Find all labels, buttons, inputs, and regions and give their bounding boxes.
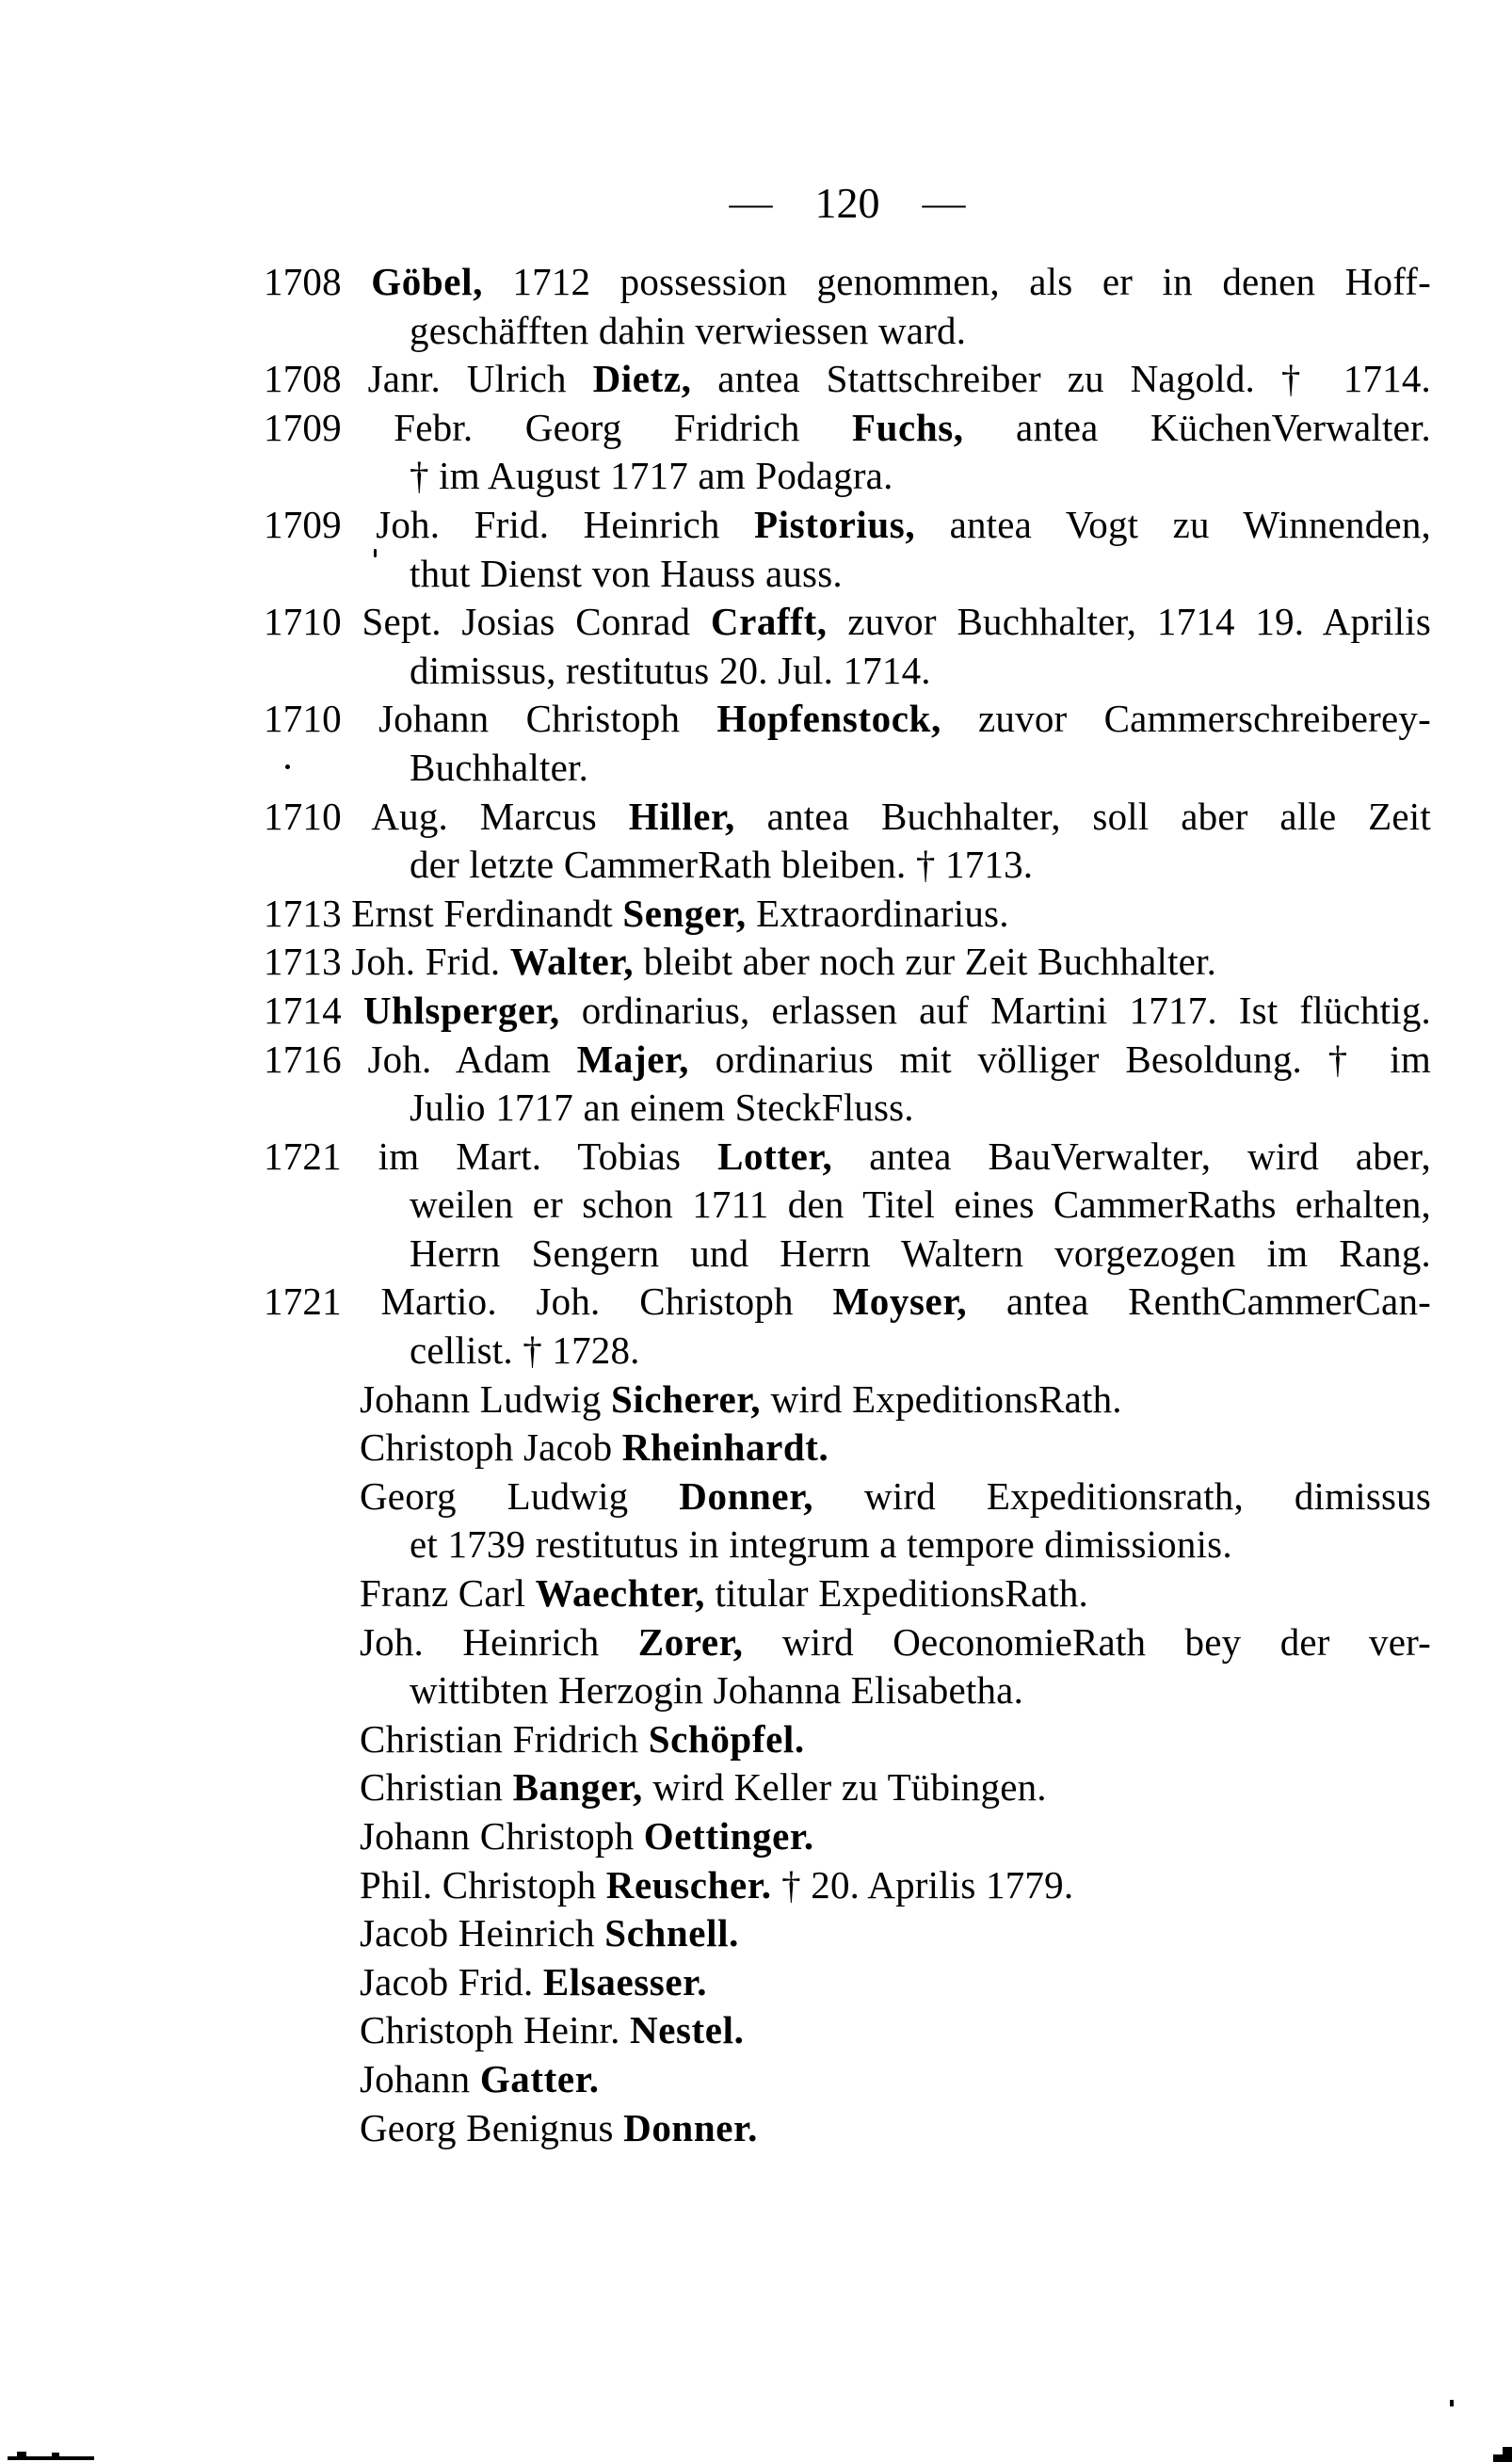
text-segment: Johann Christoph — [360, 1814, 644, 1858]
text-segment: 1708 Janr. Ulrich — [264, 357, 593, 401]
text-segment: Johann — [360, 2056, 480, 2100]
text-segment: 1709 Joh. Frid. Heinrich — [264, 502, 755, 546]
scan-artifact-corner-blemish — [1493, 2454, 1512, 2462]
text-segment: cellist. † 1728. — [410, 1328, 640, 1373]
entry-line — [264, 695, 1431, 744]
surname-emphasis: Schnell. — [604, 1911, 739, 1955]
text-segment: weilen er schon 1711 den Titel eines CammerRaths erhalten, — [410, 1183, 1431, 1227]
surname-emphasis: Walter, — [509, 940, 635, 984]
text-segment: antea RenthCammerCan- — [967, 1279, 1431, 1324]
text-segment: antea Stattschreiber zu Nagold. † 1714. — [691, 357, 1431, 401]
entry-line — [410, 307, 1431, 356]
entry-line — [264, 890, 1431, 939]
surname-emphasis: Senger, — [622, 891, 747, 935]
text-segment: wittibten Herzogin Johanna Elisabetha. — [410, 1668, 1024, 1713]
text-segment: titular ExpeditionsRath. — [705, 1571, 1088, 1616]
surname-emphasis: Crafft, — [710, 600, 828, 644]
surname-emphasis: Sicherer, — [611, 1376, 762, 1421]
surname-emphasis: Nestel. — [629, 2008, 745, 2052]
text-segment: wird Expeditionsrath, dimissus — [813, 1473, 1431, 1518]
text-segment: Extraordinarius. — [746, 891, 1009, 935]
entry-line — [264, 1278, 1431, 1327]
text-segment: ordinarius, erlassen auf Martini 1717. Ist flüchtig. — [559, 988, 1432, 1032]
entry-line — [410, 1666, 1431, 1715]
text-segment: der letzte CammerRath bleiben. † 1713. — [410, 843, 1034, 887]
entry-line — [360, 1569, 1431, 1618]
surname-emphasis: Gatter. — [479, 2056, 600, 2100]
surname-emphasis: Oettinger. — [643, 1814, 814, 1858]
page-header — [264, 179, 1431, 227]
text-segment: Christian Fridrich — [360, 1716, 649, 1761]
entry-line — [264, 1036, 1431, 1085]
entry-line — [360, 2104, 1431, 2153]
entry-line — [410, 1521, 1431, 1569]
entry-line — [360, 1861, 1431, 1910]
text-segment: 1708 — [264, 260, 372, 303]
entry-line — [264, 404, 1431, 453]
surname-emphasis: Dietz, — [592, 357, 692, 401]
entry-line — [360, 2055, 1431, 2104]
text-segment: Franz Carl — [360, 1571, 536, 1616]
scan-artifact-speck — [374, 549, 377, 557]
text-segment: geschäfften dahin verwiessen ward. — [410, 308, 967, 352]
text-segment: antea KüchenVerwalter. — [963, 405, 1431, 449]
entry-line — [360, 1376, 1431, 1424]
surname-emphasis: Schöpfel. — [648, 1716, 805, 1761]
text-segment: Julio 1717 an einem SteckFluss. — [410, 1086, 914, 1130]
surname-emphasis: Hiller, — [628, 794, 735, 838]
entry-line — [410, 1084, 1431, 1133]
entry-line — [410, 550, 1431, 599]
text-segment: Joh. Heinrich — [360, 1619, 638, 1664]
entry-line — [360, 1715, 1431, 1764]
entry-line — [410, 744, 1431, 793]
text-segment: Jacob Frid. — [360, 1959, 543, 2003]
text-segment: Christoph Heinr. — [360, 2008, 630, 2052]
header-dash-right: — — [922, 182, 966, 224]
text-segment: Herrn Sengern und Herrn Waltern vorgezogen im Rang. — [410, 1231, 1431, 1275]
register-text-block — [264, 258, 1431, 2152]
surname-emphasis: Pistorius, — [754, 502, 916, 546]
text-segment: Phil. Christoph — [360, 1862, 606, 1907]
scan-artifact-bottom-left-edge — [52, 2453, 59, 2457]
entry-line — [264, 355, 1431, 404]
entry-line — [264, 793, 1431, 842]
text-segment: wird Keller zu Tübingen. — [642, 1765, 1047, 1810]
surname-emphasis: Donner, — [679, 1473, 814, 1518]
text-segment: 1709 Febr. Georg Fridrich — [264, 405, 852, 449]
text-segment: 1710 Aug. Marcus — [264, 794, 629, 838]
text-segment: Jacob Heinrich — [360, 1911, 605, 1955]
header-dash-left: — — [729, 182, 773, 224]
text-segment: 1710 Johann Christoph — [264, 697, 717, 741]
entry-line — [410, 1327, 1431, 1376]
entry-line — [264, 598, 1431, 647]
entry-line — [360, 2006, 1431, 2055]
scan-artifact-speck — [285, 764, 290, 769]
entry-line — [360, 1763, 1431, 1812]
entry-line — [360, 1618, 1431, 1667]
entry-line — [410, 1181, 1431, 1230]
surname-emphasis: Göbel, — [371, 260, 483, 303]
entry-line — [264, 258, 1431, 307]
text-segment: antea Buchhalter, soll aber alle Zeit — [734, 794, 1431, 838]
text-segment: antea BauVerwalter, wird aber, — [832, 1134, 1431, 1178]
text-segment: 1721 im Mart. Tobias — [264, 1134, 718, 1178]
surname-emphasis: Uhlsperger, — [362, 988, 560, 1032]
surname-emphasis: Reuscher. — [605, 1862, 772, 1907]
entry-line — [410, 647, 1431, 696]
text-segment: wird OeconomieRath bey der ver- — [743, 1619, 1431, 1664]
surname-emphasis: Elsaesser. — [542, 1959, 708, 2003]
text-segment: Georg Ludwig — [360, 1473, 680, 1518]
surname-emphasis: Rheinhardt. — [621, 1425, 829, 1470]
surname-emphasis: Banger, — [512, 1765, 643, 1810]
entry-line — [264, 501, 1431, 550]
surname-emphasis: Zorer, — [637, 1619, 744, 1664]
text-segment: † 20. Aprilis 1779. — [771, 1862, 1074, 1907]
entry-line — [410, 1230, 1431, 1279]
page-number: 120 — [814, 179, 880, 227]
text-segment: 1712 possession genommen, als er in denen Hoff- — [482, 260, 1432, 303]
surname-emphasis: Waechter, — [535, 1571, 706, 1616]
entry-line — [360, 1424, 1431, 1472]
entry-line — [360, 1958, 1431, 2007]
text-segment: Buchhalter. — [410, 745, 589, 789]
text-segment: 1716 Joh. Adam — [264, 1037, 577, 1081]
text-segment: Christian — [360, 1765, 513, 1810]
text-segment: ordinarius mit völliger Besoldung. † im — [688, 1037, 1431, 1081]
text-segment: 1710 Sept. Josias Conrad — [264, 600, 711, 644]
text-segment: et 1739 restitutus in integrum a tempore dimissionis. — [410, 1522, 1232, 1567]
text-segment: 1714 — [264, 988, 363, 1032]
entry-line — [264, 1133, 1431, 1182]
entry-line — [360, 1472, 1431, 1521]
text-segment: bleibt aber noch zur Zeit Buchhalter. — [634, 940, 1217, 984]
text-segment: wird ExpeditionsRath. — [761, 1376, 1122, 1421]
text-segment: † im August 1717 am Podagra. — [410, 454, 893, 498]
text-segment: dimissus, restitutus 20. Jul. 1714. — [410, 648, 931, 692]
text-segment: antea Vogt zu Winnenden, — [915, 502, 1431, 546]
text-segment: 1721 Martio. Joh. Christoph — [264, 1279, 833, 1324]
entry-line — [360, 1812, 1431, 1861]
surname-emphasis: Hopfenstock, — [716, 697, 941, 741]
surname-emphasis: Majer, — [576, 1037, 689, 1081]
surname-emphasis: Donner. — [623, 2105, 758, 2149]
surname-emphasis: Moyser, — [832, 1279, 968, 1324]
text-segment: Christoph Jacob — [360, 1425, 622, 1470]
entry-line — [360, 1909, 1431, 1958]
entry-line — [410, 452, 1431, 501]
scan-artifact-bottom-left-edge — [17, 2452, 26, 2457]
text-segment: 1713 Ernst Ferdinandt — [264, 891, 623, 935]
text-segment: zuvor Cammerschreiberey- — [941, 697, 1431, 741]
text-segment: Georg Benignus — [360, 2105, 624, 2149]
entry-line — [410, 841, 1431, 890]
scan-artifact-speck — [1450, 2400, 1454, 2406]
text-segment: 1713 Joh. Frid. — [264, 940, 510, 984]
text-segment: thut Dienst von Hauss auss. — [410, 551, 843, 595]
entry-line — [264, 987, 1431, 1036]
surname-emphasis: Lotter, — [717, 1134, 833, 1178]
entry-line — [264, 938, 1431, 987]
text-segment: zuvor Buchhalter, 1714 19. Aprilis — [827, 600, 1432, 644]
text-segment: Johann Ludwig — [360, 1376, 611, 1421]
surname-emphasis: Fuchs, — [851, 405, 964, 449]
